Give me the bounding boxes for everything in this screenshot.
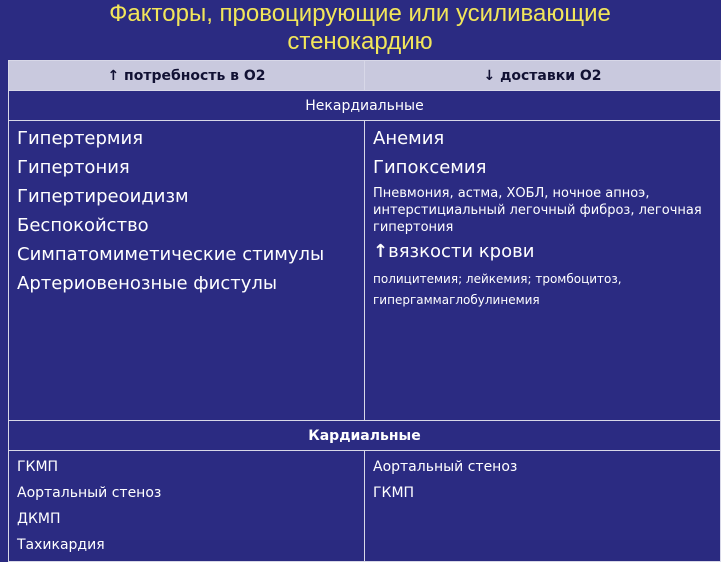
up-arrow-icon: ↑: [107, 67, 120, 84]
list-item: Гипертиреоидизм: [17, 186, 189, 207]
list-item: ГКМП: [373, 485, 415, 501]
header-supply: [365, 61, 721, 91]
list-item: ГКМП: [17, 459, 59, 475]
list-item: ДКМП: [17, 511, 61, 527]
cardiac-supply-cell: [365, 451, 721, 562]
noncardiac-content-row: [9, 121, 721, 421]
list-item-viscosity: [373, 240, 714, 263]
noncardiac-section-label: Некардиальные: [9, 91, 721, 121]
header-row: [9, 61, 721, 91]
hypoxemia-causes: Пневмония, астма, ХОБЛ, ночное апноэ, интерстициальный легочный фиброз, легочная гипертония: [373, 186, 702, 235]
cardiac-content-row: [9, 451, 721, 562]
title-line-2: стенокардию: [287, 28, 433, 55]
noncardiac-supply-cell: [365, 121, 721, 421]
noncardiac-demand-cell: [9, 121, 365, 421]
list-item: Артериовенозные фистулы: [17, 273, 278, 294]
list-item: Симпатомиметические стимулы: [17, 244, 325, 265]
viscosity-label: вязкости крови: [388, 241, 535, 262]
list-item: Аортальный стеноз: [373, 459, 518, 475]
noncardiac-section-row: [9, 91, 721, 121]
title-line-1: Факторы, провоцирующие или усиливающие: [109, 0, 611, 27]
list-item: Анемия: [373, 128, 445, 149]
factors-table: [8, 60, 721, 562]
viscosity-causes: полицитемия; лейкемия; тромбоцитоз, гипергаммаглобулинемия: [373, 272, 622, 307]
header-demand-label: потребность в О2: [124, 67, 266, 84]
list-item: Беспокойство: [17, 215, 149, 236]
list-item: Гипертония: [17, 157, 130, 178]
list-item: Гипоксемия: [373, 157, 487, 178]
down-arrow-icon: ↓: [483, 67, 496, 84]
cardiac-section-label: Кардиальные: [9, 421, 721, 451]
list-item: Тахикардия: [17, 537, 105, 553]
slide-title: [0, 0, 720, 58]
up-arrow-icon: ↑: [373, 241, 389, 262]
header-demand: [9, 61, 365, 91]
cardiac-section-row: [9, 421, 721, 451]
list-item: Аортальный стеноз: [17, 485, 162, 501]
header-supply-label: доставки О2: [500, 67, 602, 84]
cardiac-demand-cell: [9, 451, 365, 562]
list-item: Гипертермия: [17, 128, 144, 149]
